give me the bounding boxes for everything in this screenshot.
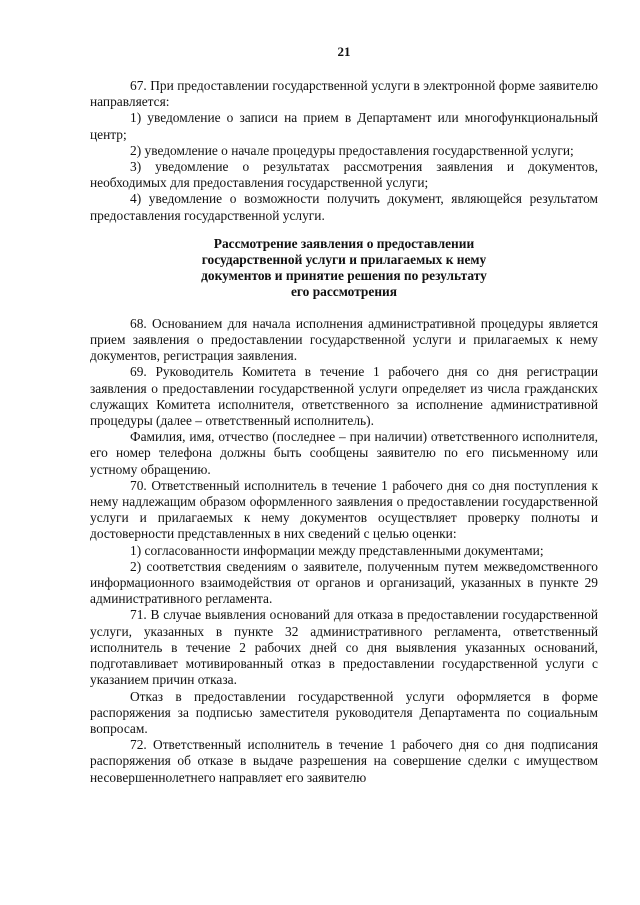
- list-item-70-2: 2) соответствия сведениям о заявителе, полученным путем межведомственного информационного взаимодействия от органов и организаций, указанных в пункте 29 административного регламента.: [90, 558, 598, 607]
- paragraph-72: 72. Ответственный исполнитель в течение 1 рабочего дня со дня подписания распоряжения об отказе в выдаче разрешения на совершение сделки с имуществом несовершеннолетнего направляет его заявителю: [90, 737, 598, 785]
- list-item-70-1: 1) согласованности информации между представленными документами;: [130, 542, 544, 558]
- paragraph-69-contact: Фамилия, имя, отчество (последнее – при наличии) ответственного исполнителя, его номер телефона должны быть сообщены заявителю по его письменному или устному обращению.: [90, 429, 598, 477]
- paragraph-71-refusal: Отказ в предоставлении государственной услуги оформляется в форме распоряжения за подписью заместителя руководителя Департамента по социальным вопросам.: [90, 688, 598, 736]
- paragraph-69: 69. Руководитель Комитета в течение 1 рабочего дня со дня регистрации заявления о предоставлении государственной услуги определяет из числа гражданских служащих Комитета исполнителя, ответственного за исполнение административной процедуры (далее – ответственный исполнитель).: [90, 364, 598, 429]
- paragraph-70: 70. Ответственный исполнитель в течение 1 рабочего дня со дня поступления к нему надлежащим образом оформленного заявления о предоставлении государственной услуги и прилагаемых к нему документов осуществляет проверку полноты и достоверности представленных в них сведений с целью оценки:: [90, 477, 598, 542]
- heading-line: государственной услуги и прилагаемых к нему: [201, 251, 487, 267]
- paragraph-68: 68. Основанием для начала исполнения административной процедуры является прием заявления о предоставлении государственной услуги и прилагаемых к нему документов, регистрация заявления.: [90, 315, 598, 364]
- list-item-67-2: 2) уведомление о начале процедуры предоставления государственной услуги;: [130, 142, 574, 158]
- list-item-67-4: 4) уведомление о возможности получить документ, являющейся результатом предоставления государственной услуги.: [90, 191, 598, 223]
- list-item-67-1: 1) уведомление о записи на прием в Департамент или многофункциональный центр;: [90, 110, 598, 142]
- list-item-67-3: 3) уведомление о результатах рассмотрения заявления и документов, необходимых для предоставления государственной услуги;: [90, 159, 598, 191]
- page-number: 21: [337, 44, 351, 59]
- paragraph-71: 71. В случае выявления оснований для отказа в предоставлении государственной услуги, указанных в пункте 32 административного регламента, ответственный исполнитель в течение 2 рабочих дней со дня выявления указанных оснований, подготавливает мотивированный отказ в предоставлении государственной услуги с указанием причин отказа.: [90, 607, 598, 688]
- heading-line: документов и принятие решения по результату: [201, 267, 487, 283]
- section-heading: [90, 236, 598, 300]
- paragraph-67: 67. При предоставлении государственной услуги в электронной форме заявителю направляется:: [90, 78, 598, 110]
- heading-line: Рассмотрение заявления о предоставлении: [213, 235, 475, 251]
- heading-line: его рассмотрения: [290, 283, 398, 299]
